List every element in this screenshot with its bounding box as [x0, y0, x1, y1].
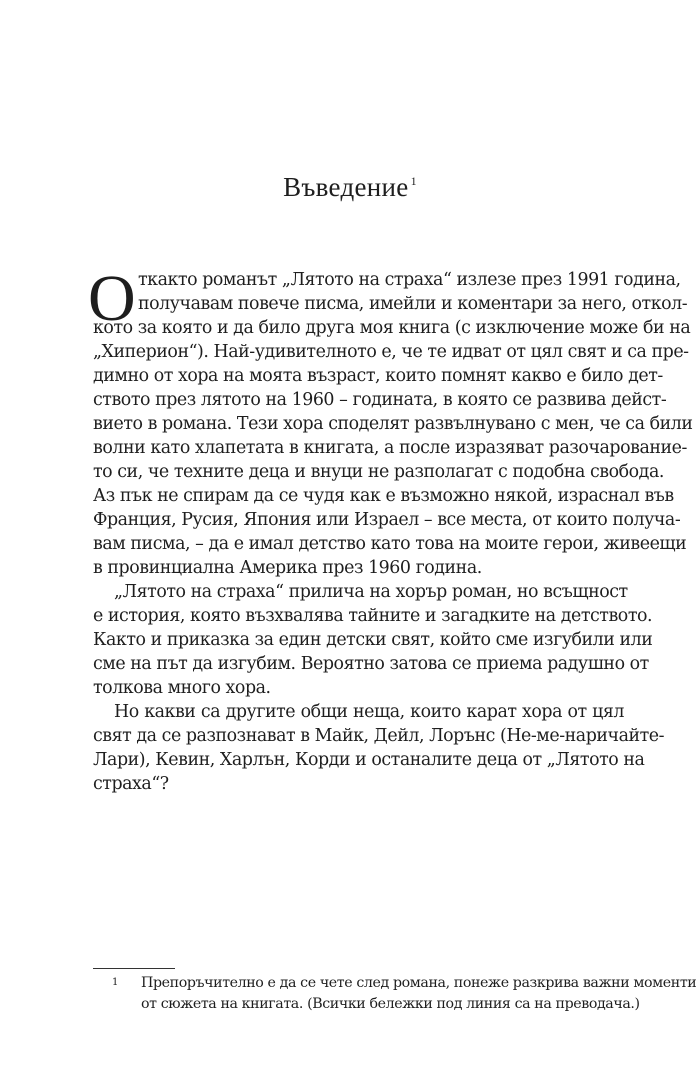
- text-line: в провинциална Америка през 1960 година.: [93, 558, 482, 578]
- text-line: ството през лятото на 1960 – годината, в която се развива дейст-: [93, 390, 667, 410]
- footnote-separator: [93, 968, 175, 969]
- text-line: Но какви са другите общи неща, които карат хора от цял: [114, 702, 624, 722]
- text-line: то си, че техните деца и внуци не разполагат с подобна свобода.: [93, 462, 664, 482]
- text-line: ткакто романът „Лятото на страха“ излезе през 1991 година,: [138, 270, 681, 290]
- footnote-reference: 1: [410, 174, 417, 188]
- text-line: димно от хора на моята възраст, които помнят какво е било дет-: [93, 366, 663, 386]
- text-line: Франция, Русия, Япония или Израел – все места, от които получа-: [93, 510, 681, 530]
- text-line: „Лятото на страха“ прилича на хорър роман, но всъщност: [114, 582, 628, 602]
- text-line: е история, която възхвалява тайните и загадките на детството.: [93, 606, 653, 626]
- text-line: „Хиперион“). Най-удивителното е, че те идват от цял свят и са пре-: [93, 342, 689, 362]
- drop-cap-letter: О: [88, 262, 136, 335]
- text-line: получавам повече писма, имейли и коментари за него, откол-: [138, 294, 688, 314]
- footnote-line: от сюжета на книгата. (Всички бележки под линия са на преводача.): [141, 996, 640, 1012]
- text-line: свят да се разпознават в Майк, Дейл, Лорънс (Не-ме-наричайте-: [93, 726, 665, 746]
- text-line: кото за която и да било друга моя книга (с изключение може би на: [93, 318, 691, 338]
- text-line: Аз пък не спирам да се чудя как е възможно някой, израснал във: [93, 486, 674, 506]
- chapter-title: [0, 172, 700, 203]
- text-line: сме на път да изгубим. Вероятно затова се приема радушно от: [93, 654, 649, 674]
- text-line: вието в романа. Тези хора споделят развълнувано с мен, че са били: [93, 414, 693, 434]
- text-line: Лари), Кевин, Харлън, Корди и останалите деца от „Лятото на: [93, 750, 645, 770]
- text-line: вам писма, – да е имал детство като това на моите герои, живеещи: [93, 534, 687, 554]
- chapter-title-text: Въведение: [283, 172, 409, 202]
- text-line: страха“?: [93, 774, 169, 794]
- footnote-marker: 1: [112, 977, 119, 988]
- footnote-line: Препоръчително е да се чете след романа, понеже разкрива важни моменти: [141, 975, 697, 991]
- text-line: волни като хлапетата в книгата, а после изразяват разочарование-: [93, 438, 687, 458]
- text-line: толкова много хора.: [93, 678, 271, 698]
- text-line: Както и приказка за един детски свят, който сме изгубили или: [93, 630, 653, 650]
